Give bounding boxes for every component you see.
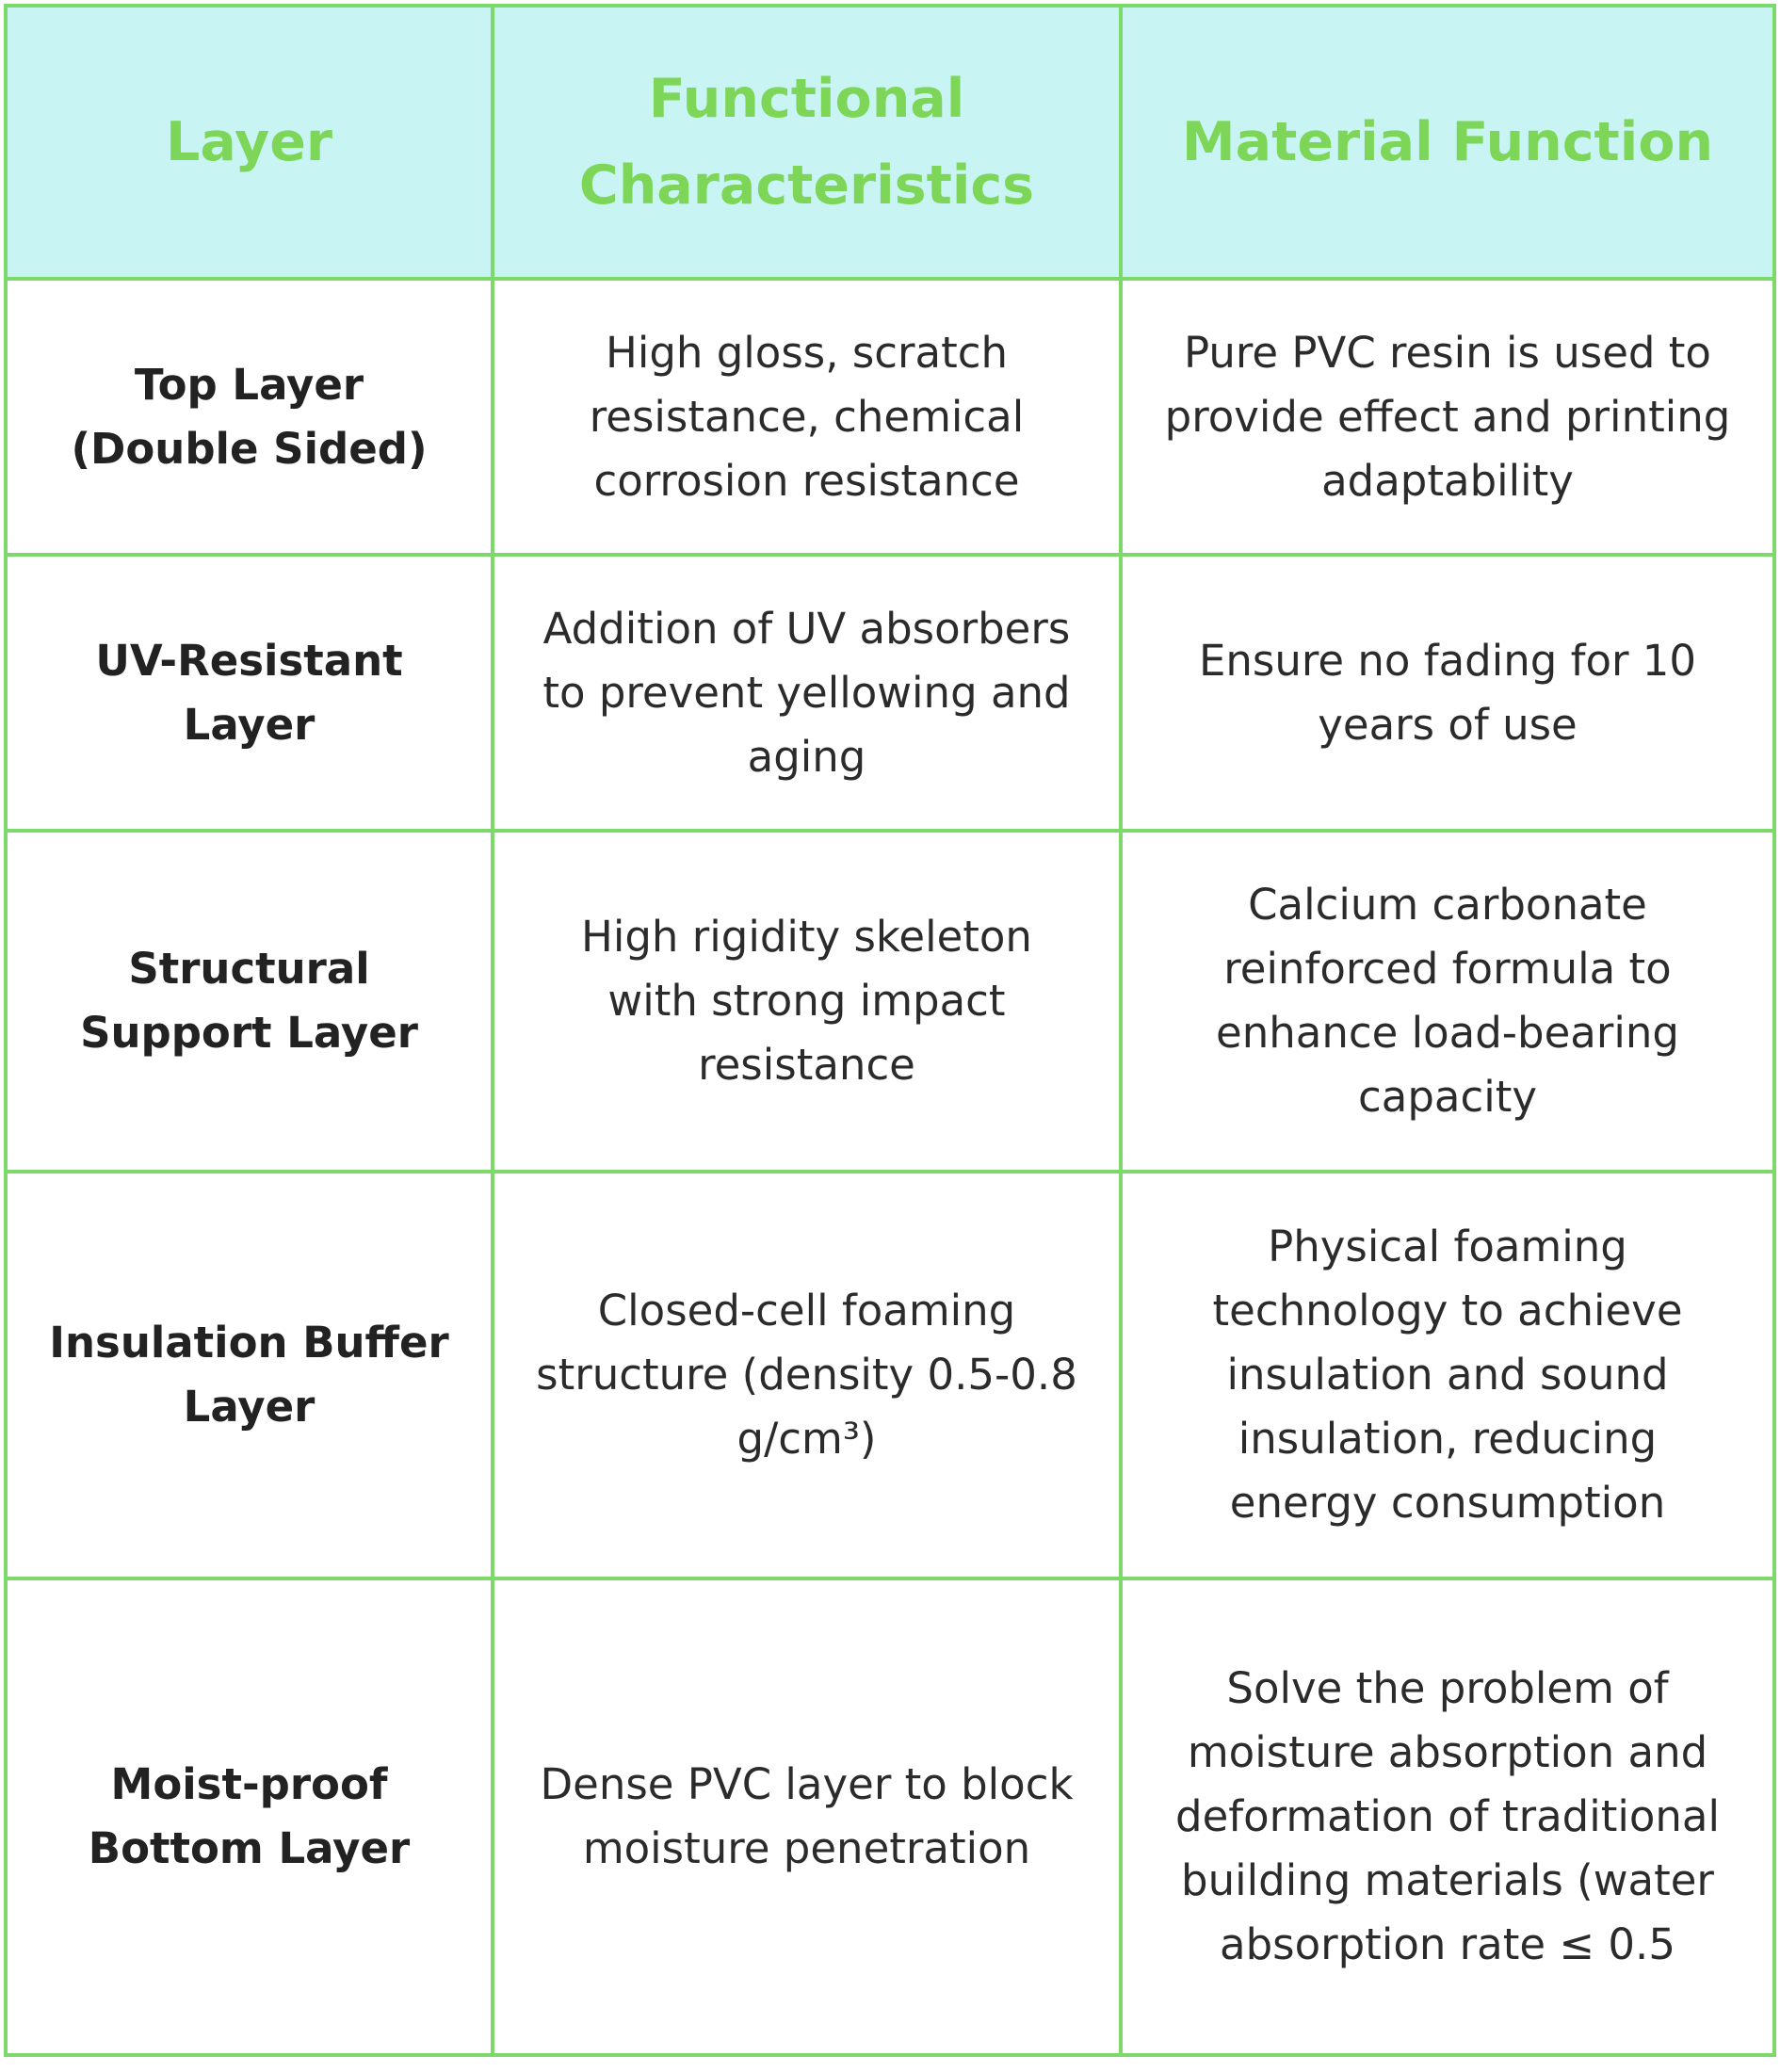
row-5-material-cell: Solve the problem of moisture absorption and deformation of traditional building materials (water absorption rate ≤ 0.5 bbox=[1175, 1663, 1720, 1969]
row-4-functional-cell: Closed-cell foaming structure (density 0.5-0.8 g/cm³) bbox=[494, 1174, 1123, 1580]
row-4-material-cell: Physical foaming technology to achieve insulation and sound insulation, reducing energy consumption bbox=[1123, 1174, 1772, 1580]
row-5-layer-cell: Moist-proof Bottom Layer bbox=[8, 1580, 494, 2053]
layer-function-table bbox=[4, 4, 1776, 2057]
row-1-layer-cell: Top Layer (Double Sided) bbox=[8, 281, 494, 557]
row-1-functional-cell: High gloss, scratch resistance, chemical corrosion resistance bbox=[494, 281, 1123, 557]
row-2-layer-cell: UV-Resistant Layer bbox=[8, 557, 494, 833]
header-cell-functional: Functional Characteristics bbox=[494, 8, 1123, 281]
row-2-material-cell: Ensure no fading for 10 years of use bbox=[1123, 557, 1772, 833]
row-4-layer-cell: Insulation Buffer Layer bbox=[8, 1174, 494, 1580]
row-3-functional-cell: High rigidity skeleton with strong impact resistance bbox=[494, 833, 1123, 1174]
row-3-layer-cell: Structural Support Layer bbox=[8, 833, 494, 1174]
header-cell-material: Material Function bbox=[1123, 8, 1772, 281]
row-2-functional-cell: Addition of UV absorbers to prevent yellowing and aging bbox=[494, 557, 1123, 833]
row-3-material-cell: Calcium carbonate reinforced formula to enhance load-bearing capacity bbox=[1123, 833, 1772, 1174]
row-5-functional-cell: Dense PVC layer to block moisture penetration bbox=[494, 1580, 1123, 2053]
row-1-material-cell: Pure PVC resin is used to provide effect and printing adaptability bbox=[1123, 281, 1772, 557]
header-cell-layer: Layer bbox=[8, 8, 494, 281]
